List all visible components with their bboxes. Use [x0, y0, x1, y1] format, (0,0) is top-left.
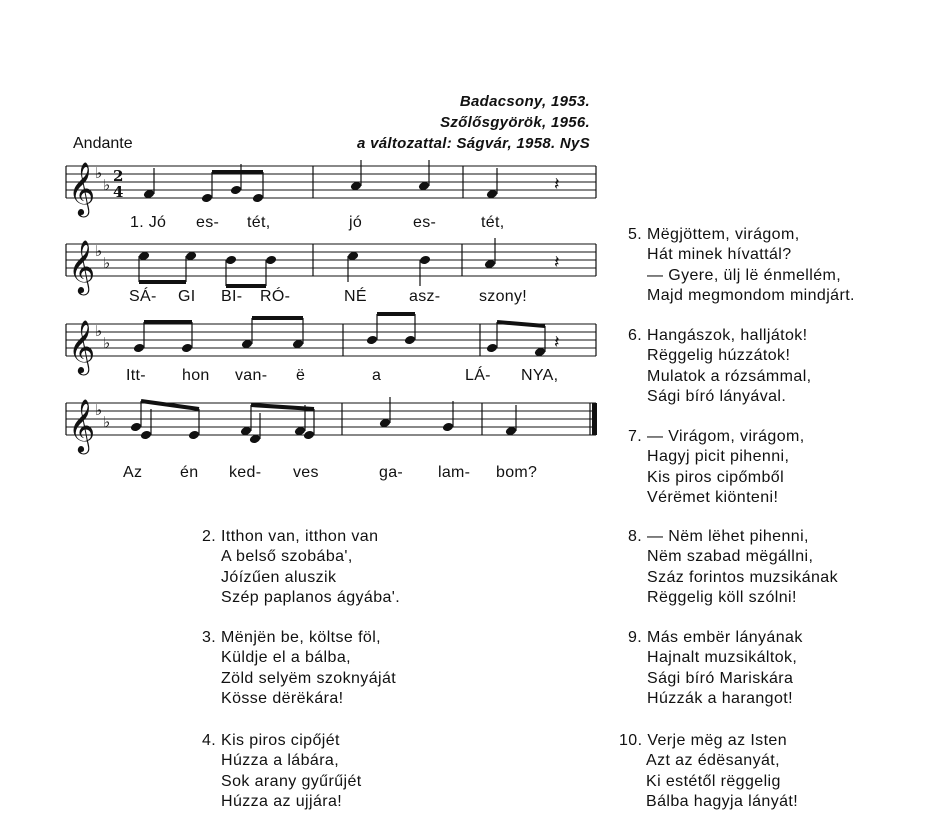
source-line-1: Badacsony, 1953. [459, 93, 590, 110]
verse-number: 8. [628, 528, 643, 545]
lyric-syllable: NYA, [521, 367, 559, 384]
verse-line [628, 628, 803, 648]
verse-number: 9. [628, 629, 643, 646]
lyric-syllable: asz- [409, 288, 441, 305]
note-head [225, 255, 237, 266]
verse-line-text: Kis piros cipőjét [221, 732, 340, 749]
verse-line [628, 225, 855, 245]
source-line-3: a változattal: Ságvár, 1958. NyS [356, 135, 590, 152]
verse-line: Kis piros cipőmből [647, 468, 785, 486]
verse-number: 3. [202, 629, 217, 646]
lyric-syllable: GI [178, 288, 196, 305]
note-head [130, 422, 142, 433]
flat-sign-icon: ♭ [95, 322, 103, 340]
final-barline-thick [592, 403, 597, 435]
flat-sign-icon: ♭ [95, 401, 103, 419]
verse-line: Húzza az ujjára! [221, 792, 343, 810]
verse-line: Küldje el a bálba, [221, 649, 351, 667]
lyric-syllable: tét, [481, 214, 505, 231]
note-head [486, 343, 498, 354]
lyric-syllable: jó [349, 214, 363, 231]
verse-8 [628, 527, 838, 608]
verse-line-text: Mënjën be, költse föl, [221, 629, 382, 646]
verse-line: Hagyj picit pihenni, [647, 448, 790, 466]
verse-line: Hát minek hívattál? [647, 246, 792, 264]
lyric-syllable: szony! [479, 288, 528, 305]
verse-line: Száz forintos muzsikának [647, 568, 839, 586]
lyric-syllable: ked- [229, 464, 262, 481]
verse-line: Zöld selyëm szoknyáját [221, 669, 397, 687]
verse-number: 5. [628, 226, 643, 243]
verse-line: Bálba hagyja lányát! [646, 792, 799, 810]
flat-sign-icon: ♭ [103, 334, 111, 352]
verse-line: — Gyere, ülj lë énmellém, [647, 266, 842, 284]
verse-2 [202, 527, 400, 608]
verse-line-text: Más embër lányának [647, 629, 803, 646]
lyric-syllable: lam- [438, 464, 471, 481]
verse-5 [628, 225, 855, 306]
quarter-rest-icon: 𝄽 [554, 332, 560, 353]
note-head [265, 255, 277, 266]
flat-sign-icon: ♭ [95, 242, 103, 260]
verse-line [628, 427, 805, 447]
treble-clef-icon: 𝄞 [68, 319, 96, 373]
verse-line: Azt az édësanyát, [646, 752, 780, 770]
note-head [230, 185, 242, 196]
verse-line: Sági bíró lányával. [647, 387, 787, 405]
beam [497, 322, 545, 326]
lyric-syllable: én [180, 464, 199, 481]
verse-number: 6. [628, 327, 643, 344]
verse-10 [619, 731, 798, 812]
lyric-syllable: Az [123, 464, 143, 481]
lyric-syllable: ë [296, 367, 306, 384]
lyric-syllable: NÉ [344, 288, 367, 305]
lyric-syllable: tét, [247, 214, 271, 231]
tempo-marking: Andante [73, 135, 133, 152]
verse-line-text: Verje mëg az Isten [647, 732, 788, 749]
lyric-syllable: 1. Jó [130, 214, 167, 231]
verse-line: Sági bíró Mariskára [647, 669, 794, 687]
lyric-syllable: es- [413, 214, 437, 231]
verse-7 [628, 427, 805, 508]
lyric-syllable: hon [182, 367, 210, 384]
lyric-syllable: es- [196, 214, 220, 231]
time-signature-top: 2 [113, 167, 124, 185]
lyric-syllable: RÓ- [260, 288, 291, 305]
note-head [201, 193, 213, 204]
lyric-syllable: LÁ- [465, 367, 491, 384]
verse-line-text: — Nëm lëhet pihenni, [647, 528, 809, 545]
quarter-rest-icon: 𝄽 [554, 174, 560, 195]
flat-sign-icon: ♭ [103, 176, 111, 194]
verse-line [628, 527, 838, 547]
verse-line: Hajnalt muzsikáltok, [647, 649, 798, 667]
lyric-syllable: Itt- [126, 367, 146, 384]
verse-3 [202, 628, 396, 709]
lyric-syllable: bom? [496, 464, 538, 481]
verse-line [628, 326, 812, 346]
verse-line: Mulatok a rózsámmal, [647, 367, 812, 385]
verse-line: Ki estétől rëggelig [646, 772, 781, 790]
lyric-syllable: ga- [379, 464, 404, 481]
verse-line: Nëm szabad mëgállni, [647, 548, 814, 566]
verse-number: 7. [628, 428, 643, 445]
time-signature-bottom: 4 [113, 183, 124, 201]
quarter-rest-icon: 𝄽 [554, 252, 560, 273]
verse-line: Sok arany gyűrűjét [221, 772, 362, 790]
verse-line-text: — Virágom, virágom, [647, 428, 805, 445]
verse-line: Kösse dërëkára! [221, 689, 344, 707]
source-line-2: Szőlősgyörök, 1956. [440, 114, 590, 131]
verse-line: Rëggelig húzzátok! [647, 347, 791, 365]
note-head [133, 343, 145, 354]
lyric-syllable: ves [293, 464, 319, 481]
verse-line [202, 527, 400, 547]
verse-line [202, 628, 396, 648]
verse-4 [202, 731, 362, 812]
note-head [419, 255, 431, 266]
verse-line-text: Itthon van, itthon van [221, 528, 379, 545]
lyric-syllable: van- [235, 367, 268, 384]
note-head [181, 343, 193, 354]
verse-line: Majd megmondom mindjárt. [647, 286, 855, 304]
verse-line-text: Hangászok, halljátok! [647, 327, 808, 344]
verse-6 [628, 326, 812, 407]
treble-clef-icon: 𝄞 [68, 161, 96, 215]
treble-clef-icon: 𝄞 [68, 398, 96, 452]
note-head [252, 193, 264, 204]
verse-line [619, 731, 798, 751]
verse-line: Rëggelig köll szólni! [647, 588, 797, 606]
verse-line: Húzza a lábára, [221, 752, 340, 770]
note-head [442, 422, 454, 433]
lyric-syllable: BI- [221, 288, 243, 305]
treble-clef-icon: 𝄞 [68, 239, 96, 293]
verse-line: Húzzák a harangot! [647, 689, 793, 707]
verse-number: 4. [202, 732, 217, 749]
flat-sign-icon: ♭ [103, 413, 111, 431]
verse-line: Szép paplanos ágyába'. [221, 588, 401, 606]
verse-line: Jóízűen aluszik [221, 568, 337, 586]
flat-sign-icon: ♭ [103, 254, 111, 272]
note-head [366, 335, 378, 346]
lyric-syllable: SÁ- [129, 288, 157, 305]
lyric-syllable: a [372, 367, 382, 384]
verse-9 [628, 628, 803, 709]
verse-line: A belső szobába', [221, 548, 353, 566]
verse-line: Vérëmet kiönteni! [647, 488, 779, 506]
verse-line [202, 731, 362, 751]
verse-line-text: Mëgjöttem, virágom, [647, 226, 800, 243]
beam [141, 401, 199, 409]
note-head [140, 430, 152, 441]
flat-sign-icon: ♭ [95, 164, 103, 182]
verse-number: 10. [619, 732, 643, 749]
verse-number: 2. [202, 528, 217, 545]
note-head [404, 335, 416, 346]
note-head [188, 430, 200, 441]
